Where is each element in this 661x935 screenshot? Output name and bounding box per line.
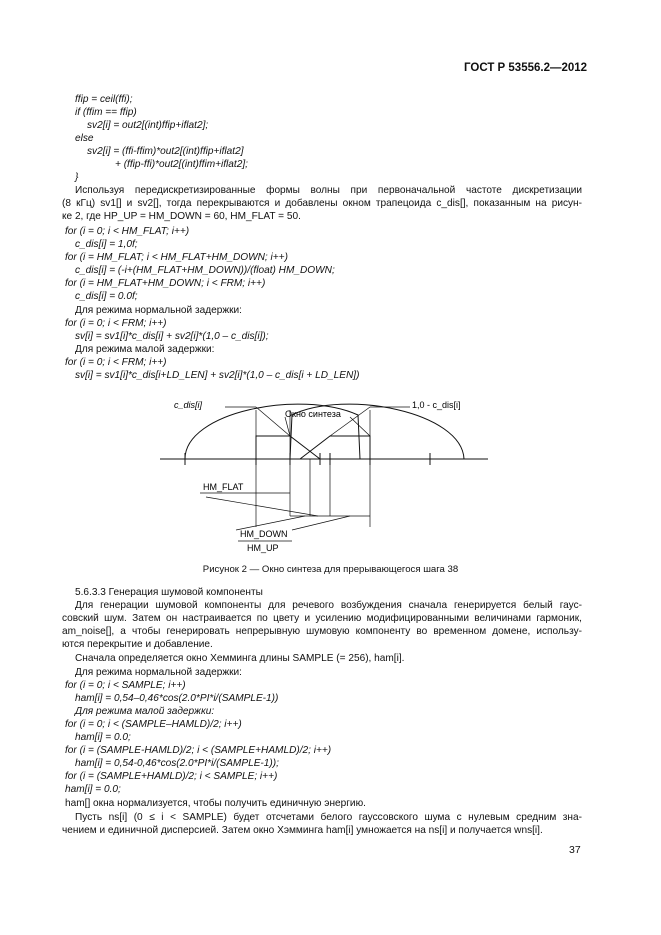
paragraph-line: чением и единичной дисперсией. Затем окно Хэмминга ham[i] умножается на ns[i] и получается wns[i].: [62, 825, 543, 836]
code-line: for (i = (SAMPLE+HAMLD)/2; i < SAMPLE; i++): [65, 771, 278, 782]
code-line: for (i = 0; i < SAMPLE; i++): [65, 680, 186, 691]
paragraph-line: ются перекрытие и добавление.: [62, 639, 213, 650]
code-line: for (i = 0; i < HM_FLAT; i++): [65, 226, 190, 237]
section-heading: 5.6.3.3 Генерация шумовой компоненты: [75, 587, 263, 598]
code-line: sv2[i] = out2[(int)ffip+iflat2];: [87, 120, 209, 131]
paragraph-line: Используя передискретизированные формы волны при первоначальной частоте дискретизации: [75, 185, 582, 196]
code-line: for (i = HM_FLAT; i < HM_FLAT+HM_DOWN; i++): [65, 252, 288, 263]
code-line: for (i = HM_FLAT+HM_DOWN; i < FRM; i++): [65, 278, 266, 289]
paragraph-line: совский шум. Затем он настраивается по цвету и усилению модифицированными величинами гармоник,: [62, 613, 582, 624]
code-line: c_dis[i] = 0.0f;: [75, 291, 138, 302]
code-line: Для режима малой задержки:: [75, 706, 215, 717]
code-line: for (i = 0; i < (SAMPLE–HAMLD)/2; i++): [65, 719, 242, 730]
code-line: ham[i] = 0.0;: [65, 784, 121, 795]
code-line: sv[i] = sv1[i]*c_dis[i+LD_LEN] + sv2[i]*(1,0 – c_dis[i + LD_LEN]): [75, 370, 360, 381]
code-line: + (ffip-ffi)*out2[(int)ffim+iflat2];: [115, 159, 248, 170]
label-cdis: c_dis[i]: [174, 400, 203, 410]
code-line: for (i = 0; i < FRM; i++): [65, 318, 167, 329]
code-line: ham[i] = 0,54-0,46*cos(2.0*PI*i/(SAMPLE-1));: [75, 758, 279, 769]
code-line: c_dis[i] = 1,0f;: [75, 239, 138, 250]
paragraph-line: (8 кГц) sv1[] и sv2[], тогда перекрываются и добавлены окном трапецоида c_dis[], показанным на рисун-: [62, 198, 582, 209]
code-line: else: [75, 133, 94, 144]
document-header: ГОСТ Р 53556.2—2012: [464, 62, 588, 74]
code-line: for (i = (SAMPLE-HAMLD)/2; i < (SAMPLE+HAMLD)/2; i++): [65, 745, 332, 756]
label-one-minus: 1,0 - c_dis[i]: [412, 400, 461, 410]
mode-label: Для режима нормальной задержки:: [75, 667, 242, 678]
code-line: if (ffim == ffip): [75, 107, 137, 118]
label-window: Окно синтеза: [285, 409, 341, 419]
paragraph-line: am_noise[], а чтобы генерировать непрерывную шумовую компоненту во временном домене, использу-: [62, 626, 582, 637]
code-line: c_dis[i] = (-i+(HM_FLAT+HM_DOWN))/(float) HM_DOWN;: [75, 265, 335, 276]
code-line: ham[i] = 0,54–0,46*cos(2.0*PI*i/(SAMPLE-1)): [75, 693, 279, 704]
paragraph-line: Для генерации шумовой компоненты для речевого возбуждения сначала генерируется белый гаус-: [75, 600, 582, 611]
mode-label: Для режима нормальной задержки:: [75, 305, 242, 316]
code-line: }: [75, 172, 79, 183]
label-hm-down: HM_DOWN: [240, 529, 288, 539]
mode-label: Для режима малой задержки:: [75, 344, 215, 355]
figure-caption: Рисунок 2 — Окно синтеза для прерывающегося шага 38: [202, 564, 459, 575]
paragraph-line: ham[] окна нормализуется, чтобы получить единичную энергию.: [65, 798, 366, 809]
label-hm-up: HM_UP: [247, 543, 279, 553]
code-line: sv[i] = sv1[i]*c_dis[i] + sv2[i]*(1,0 – c_dis[i]);: [75, 331, 269, 342]
code-line: sv2[i] = (ffi-ffim)*out2[(int)ffip+iflat2]: [87, 146, 244, 157]
label-hm-flat: HM_FLAT: [203, 482, 244, 492]
code-line: ffip = ceil(ffi);: [75, 94, 133, 105]
paragraph-line: Пусть ns[i] (0 ≤ i < SAMPLE) будет отсчетами белого гауссовского шума с нулевым средним зна-: [75, 812, 582, 823]
paragraph-line: Сначала определяется окно Хемминга длины SAMPLE (= 256), ham[i].: [75, 653, 405, 664]
code-line: ham[i] = 0.0;: [75, 732, 131, 743]
code-line: for (i = 0; i < FRM; i++): [65, 357, 167, 368]
paragraph-line: ке 2, где HP_UP = HM_DOWN = 60, HM_FLAT = 50.: [62, 211, 301, 222]
page-number: 37: [569, 844, 581, 856]
